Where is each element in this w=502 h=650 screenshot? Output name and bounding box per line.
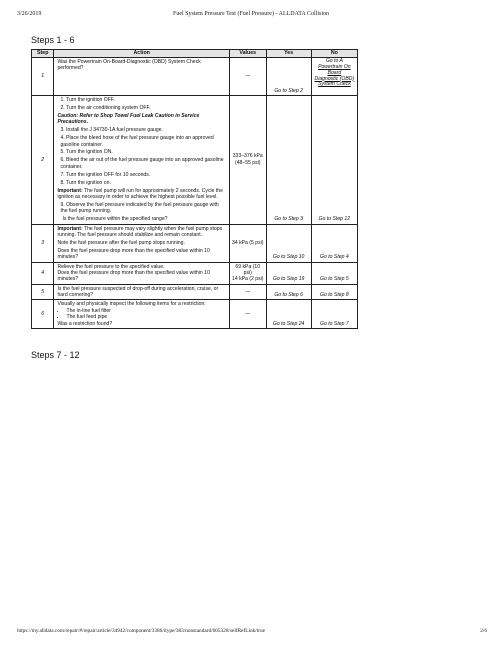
step-number: 4 [32,262,54,284]
list-item: • The fuel feed pipe [66,314,225,320]
step-number: 1 [32,58,54,96]
step-question: Was a restriction found? [57,320,113,327]
step-instruction: Visually and physically inspect the following items for a restriction: [57,301,206,308]
step-question: Does the fuel pressure drop more than the specified value within 10 minutes? [57,269,210,283]
step-number: 2 [32,96,54,225]
yes-link[interactable]: Go to Step 19 [266,262,311,284]
yes-link[interactable]: Go to Step 3 [266,96,311,225]
table-row [32,262,358,284]
step-action [54,284,229,300]
no-link[interactable]: Go to Step 12 [311,96,357,225]
important-label: Important: [57,187,83,194]
no-link[interactable]: Go to Step 5 [311,262,357,284]
header-yes: Yes [266,50,311,58]
table-row [32,58,358,96]
inspection-list [57,308,225,321]
step-value [229,262,266,284]
step-instruction: 2. Turn the air conditioning system OFF. [60,104,151,111]
no-link-line: Powertrain On Board [318,63,351,76]
step-instruction: 3. Install the J 34730-1A fuel pressure gauge. [60,127,163,134]
caution-note: Caution: Refer to Shop Towel Fuel Leak Caution in Service Precautions. [57,112,200,126]
table-header-row [32,50,358,58]
yes-link[interactable]: Go to Step 2 [266,58,311,96]
step-value: 34 kPa (5 psi) [229,224,266,262]
section-title-steps-1-6: Steps 1 - 6 [31,35,75,45]
header-no: No [311,50,357,58]
yes-link[interactable]: Go to Step 24 [266,300,311,328]
no-link[interactable]: Go to Step 4 [311,224,357,262]
header-action: Action [54,50,229,58]
print-date: 3/26/2019 [17,11,42,17]
list-item: • The in-line fuel filter [66,308,225,314]
print-url: https://my.alldata.com/repair/#/repair/article/34942/component/3386/itype/383/nonstandard/605328/selfRefLink/true [17,628,265,634]
table-row [32,224,358,262]
value-line: 14 kPa (2 psi) [232,276,264,283]
step-value: — [229,58,266,96]
print-title: Fuel System Pressure Test (Fuel Pressure) - ALLDATA Collision [173,11,329,17]
value-line: (48–55 psi) [235,159,261,166]
table-row [32,284,358,300]
step-instruction: 7. Turn the ignition OFF for 10 seconds. [60,171,151,178]
value-line: 333–376 kPa [232,153,263,160]
yes-link[interactable]: Go to Step 6 [266,284,311,300]
important-text: The fuel pressure may vary slightly when the fuel pump stops running. The fuel pressure should stabilize and remain constant. [57,225,223,238]
step-instruction: 6. Bleed the air out of the fuel pressure gauge into an approved gasoline container. [60,157,224,170]
important-note [57,188,225,201]
no-link[interactable]: Go to Step 8 [311,284,357,300]
step-instruction: 8. Turn the ignition on. [60,179,111,186]
step-action [54,262,229,284]
step-question: Is the fuel pressure suspected of drop-off during acceleration, cruise, or hard cornering? [57,285,219,299]
step-instruction: 4. Place the bleed hose of the fuel pressure gauge into an approved gasoline container. [60,135,214,148]
step-action [54,96,229,225]
step-value [229,96,266,225]
step-action [54,224,229,262]
header-values: Values [229,50,266,58]
important-text: The fuel pump will run for approximately 2 seconds. Cycle the ignition as necessary in order to achieve the highest possible fuel level. [57,187,223,201]
table-row [32,96,358,225]
no-link[interactable] [311,58,357,96]
step-question: Was the Powertrain On-Board-Diagnostic (OBD) System Check performed? [57,59,201,72]
diagnostic-steps-table [31,49,358,329]
no-link-line: Diagnostic (OBD) [314,75,355,82]
important-note [57,226,225,239]
step-note: Note the fuel pressure after the fuel pump stops running. [57,239,185,246]
step-instruction: 1. Turn the ignition OFF. [60,97,115,103]
step-question: Does the fuel pressure drop more than the specified value within 10 minutes? [57,247,210,261]
step-instruction: 5. Turn the ignition ON. [60,149,113,156]
step-question: Is the fuel pressure within the specified range? [62,216,168,223]
step-action [54,300,229,328]
step-instruction: 9. Observe the fuel pressure indicated by the fuel pressure gauge with the fuel pump running. [60,201,219,215]
no-link[interactable]: Go to Step 7 [311,300,357,328]
table-row [32,300,358,328]
section-title-steps-7-12: Steps 7 - 12 [31,350,80,360]
page-number: 2/6 [480,628,487,634]
no-link-line: Go to A [325,58,343,64]
step-instruction: Relieve the fuel pressure to the specified value. [57,263,165,270]
step-action [54,58,229,96]
step-number: 3 [32,224,54,262]
step-number: 5 [32,284,54,300]
step-value: — [229,284,266,300]
important-label: Important: [57,225,83,232]
no-link-line: System Check [317,81,351,88]
step-number: 6 [32,300,54,328]
header-step: Step [32,50,54,58]
yes-link[interactable]: Go to Step 10 [266,224,311,262]
value-line: 69 kPa (10 psi) [235,263,261,276]
step-value: — [229,300,266,328]
